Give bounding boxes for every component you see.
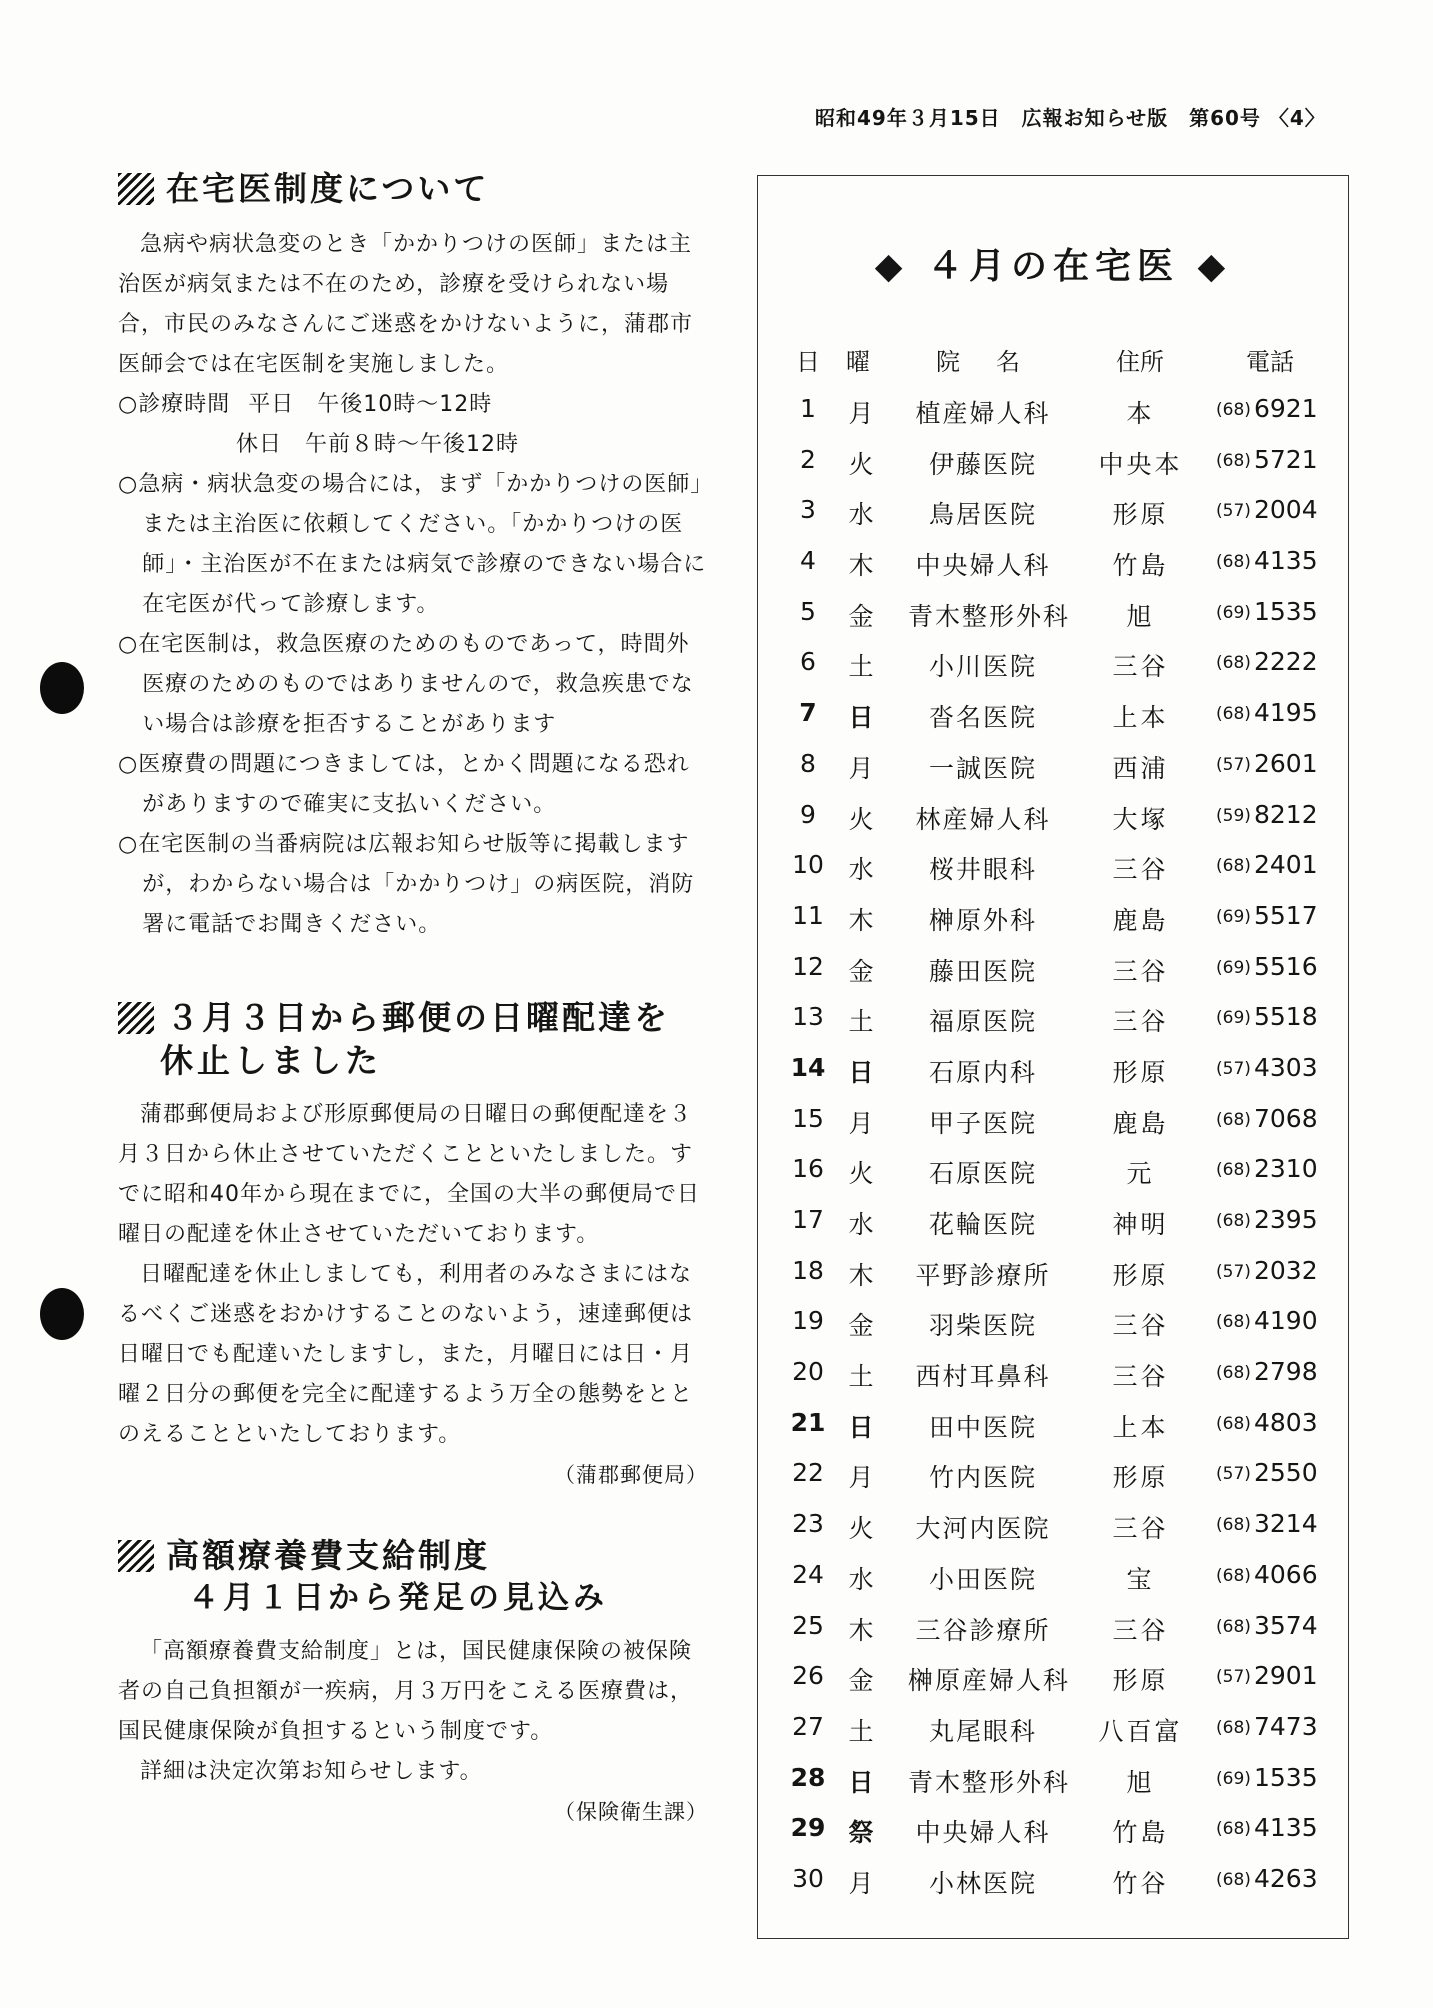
cell-phone-number: 8212 <box>1254 799 1318 829</box>
cell-weekday: 水 <box>848 1564 874 1594</box>
table-row <box>758 641 1348 692</box>
cell-area-code: (69) <box>1216 1008 1251 1029</box>
attribution: （保険衛生課） <box>554 1799 708 1824</box>
cell-weekday: 木 <box>848 905 874 935</box>
cell-phone-number: 3214 <box>1254 1509 1318 1539</box>
cell-clinic-name: 林産婦人科 <box>915 804 1051 834</box>
cell-address: 大塚 <box>1112 804 1169 834</box>
cell-address: 三谷 <box>1112 956 1169 986</box>
cell-clinic-name: 植産婦人科 <box>915 399 1051 428</box>
paragraph: 日曜配達を休止しましても，利用者のみなさまにはなるべくご迷惑をおかけすることのないよう，速達郵便は日曜日でも配達いたしますし，また，月曜日には日・月曜２日分の郵便を完全に配達するよう万全の態勢をととのえることといたしております。 <box>118 1261 694 1447</box>
section-title-text: 高額療養費支給制度 <box>166 1535 490 1575</box>
punch-hole-mark <box>40 662 84 714</box>
cell-clinic-name: 羽柴医院 <box>928 1311 1037 1341</box>
cell-weekday: 月 <box>848 1108 874 1138</box>
cell-area-code: (68) <box>1216 704 1251 725</box>
cell-phone-number: 4263 <box>1254 1863 1318 1893</box>
cell-clinic-name: 花輪医院 <box>928 1210 1037 1239</box>
cell-phone-number: 4066 <box>1254 1559 1318 1589</box>
cell-clinic-name: 桜井眼科 <box>928 855 1037 885</box>
cell-phone-number: 7068 <box>1254 1103 1318 1133</box>
table-row <box>758 1807 1348 1858</box>
cell-day: 4 <box>800 546 816 576</box>
cell-address: 三谷 <box>1112 1514 1169 1544</box>
cell-weekday: 月 <box>848 1463 874 1493</box>
table-row <box>758 1351 1348 1402</box>
cell-day: 21 <box>790 1407 826 1437</box>
hours-holiday: 休日 午前８時〜午後12時 <box>236 431 519 457</box>
cell-address: 三谷 <box>1112 1311 1169 1341</box>
cell-clinic-name: 小林医院 <box>928 1868 1037 1898</box>
cell-address: 宝 <box>1126 1564 1155 1594</box>
cell-address: 形原 <box>1112 1666 1169 1696</box>
cell-day: 22 <box>792 1458 824 1488</box>
list-item: ○在宅医制は，救急医療のためのものであって，時間外医療のためのものではありませんので，救急疾患でない場合は診療を拒否することがあります <box>118 631 694 737</box>
cell-phone-number: 1535 <box>1254 1762 1318 1792</box>
cell-weekday: 日 <box>848 1057 874 1087</box>
table-row <box>758 1098 1348 1149</box>
col-phone: 電話 <box>1246 348 1294 376</box>
cell-phone-number: 2798 <box>1254 1357 1318 1387</box>
cell-area-code: (68) <box>1216 1312 1251 1333</box>
cell-weekday: 水 <box>848 500 874 530</box>
cell-day: 27 <box>792 1711 824 1741</box>
cell-address: 形原 <box>1112 1260 1169 1290</box>
cell-weekday: 火 <box>848 804 874 834</box>
cell-area-code: (57) <box>1216 1464 1251 1485</box>
cell-day: 16 <box>792 1154 824 1184</box>
cell-area-code: (68) <box>1216 552 1251 573</box>
cell-day: 10 <box>792 850 824 880</box>
cell-clinic-name: 青木整形外科 <box>908 1767 1071 1797</box>
cell-weekday: 火 <box>848 1159 874 1189</box>
cell-phone-number: 5518 <box>1254 1002 1318 1032</box>
cell-clinic-name: 石原医院 <box>928 1159 1037 1189</box>
cell-day: 13 <box>792 1002 824 1032</box>
cell-area-code: (68) <box>1216 450 1251 471</box>
doctor-schedule-box <box>757 175 1349 1939</box>
cell-weekday: 火 <box>848 449 874 479</box>
cell-phone-number: 3574 <box>1254 1610 1318 1640</box>
cell-day: 19 <box>792 1306 824 1336</box>
cell-weekday: 金 <box>848 601 874 631</box>
cell-weekday: 水 <box>848 855 874 885</box>
table-row <box>758 1858 1348 1909</box>
cell-weekday: 月 <box>848 399 874 428</box>
cell-phone-number: 4303 <box>1254 1052 1318 1082</box>
cell-address: 旭 <box>1126 601 1155 631</box>
cell-address: 形原 <box>1112 1057 1169 1087</box>
schedule-title: ◆ ４月の在宅医 ◆ <box>874 246 1232 287</box>
cell-weekday: 金 <box>848 956 874 986</box>
cell-area-code: (68) <box>1216 1565 1251 1586</box>
cell-address: 鹿島 <box>1112 1108 1169 1138</box>
cell-address: 八百富 <box>1098 1716 1183 1746</box>
hours-label: ○診療時間 <box>118 391 231 417</box>
table-row <box>758 996 1348 1047</box>
cell-area-code: (69) <box>1216 1768 1251 1789</box>
cell-area-code: (68) <box>1216 856 1251 877</box>
cell-day: 30 <box>792 1863 824 1893</box>
table-row <box>758 1300 1348 1351</box>
section-title-text: ３月３日から郵便の日曜配達を <box>166 997 670 1037</box>
cell-day: 29 <box>790 1813 826 1843</box>
cell-address: 神明 <box>1112 1210 1169 1239</box>
cell-day: 9 <box>800 799 816 829</box>
cell-area-code: (68) <box>1216 1160 1251 1181</box>
cell-address: 竹島 <box>1112 1818 1169 1848</box>
section-medical-cost <box>118 1535 708 1832</box>
hatch-marker-icon <box>118 173 154 205</box>
table-row <box>758 1148 1348 1199</box>
cell-area-code: (57) <box>1216 1058 1251 1079</box>
cell-day: 15 <box>792 1103 824 1133</box>
cell-area-code: (68) <box>1216 1869 1251 1890</box>
cell-day: 1 <box>800 394 816 423</box>
table-row <box>758 743 1348 794</box>
cell-address: 本 <box>1126 399 1155 428</box>
cell-area-code: (69) <box>1216 906 1251 927</box>
cell-day: 17 <box>792 1205 824 1234</box>
cell-clinic-name: 三谷診療所 <box>915 1615 1051 1645</box>
cell-area-code: (68) <box>1216 1211 1251 1231</box>
cell-day: 28 <box>790 1762 826 1792</box>
cell-weekday: 月 <box>848 753 874 783</box>
cell-area-code: (68) <box>1216 1717 1251 1738</box>
table-row <box>758 1199 1348 1250</box>
cell-phone-number: 2395 <box>1254 1205 1318 1234</box>
cell-clinic-name: 西村耳鼻科 <box>915 1362 1051 1392</box>
section-subtitle: ４月１日から発足の見込み <box>188 1579 608 1616</box>
cell-phone-number: 2401 <box>1254 850 1318 880</box>
section-title <box>118 1535 708 1578</box>
table-row <box>758 1655 1348 1706</box>
cell-weekday: 金 <box>848 1311 874 1341</box>
cell-clinic-name: 福原医院 <box>928 1007 1037 1037</box>
cell-clinic-name: 小田医院 <box>928 1564 1037 1594</box>
cell-day: 11 <box>792 900 824 930</box>
cell-day: 25 <box>792 1610 824 1640</box>
table-row <box>758 1605 1348 1656</box>
cell-clinic-name: 伊藤医院 <box>928 449 1037 479</box>
cell-clinic-name: 小川医院 <box>928 652 1037 682</box>
cell-clinic-name: 一誠医院 <box>928 753 1037 783</box>
cell-weekday: 木 <box>848 1260 874 1290</box>
cell-address: 旭 <box>1126 1767 1155 1797</box>
cell-phone-number: 7473 <box>1254 1711 1318 1741</box>
cell-day: 7 <box>799 698 817 728</box>
table-row <box>758 489 1348 540</box>
section-title <box>118 997 708 1040</box>
cell-day: 5 <box>800 596 816 626</box>
intro-paragraph: 急病や病状急変のとき「かかりつけの医師」または主治医が病気または不在のため，診療を受けられない場合，市民のみなさんにご迷惑をかけないように，蒲郡市医師会では在宅医制を実施しました。 <box>118 231 694 377</box>
cell-weekday: 木 <box>848 1615 874 1645</box>
cell-weekday: 土 <box>848 652 874 682</box>
cell-area-code: (59) <box>1216 805 1251 826</box>
table-row <box>758 844 1348 895</box>
cell-phone-number: 4135 <box>1254 546 1318 576</box>
cell-address: 上本 <box>1112 1412 1169 1442</box>
list-item: ○急病・病状急変の場合には，まず「かかりつけの医師」または主治医に依頼してください。「かかりつけの医師」・主治医が不在または病気で診療のできない場合に在宅医が代って診療します。 <box>118 471 707 617</box>
cell-address: 鹿島 <box>1112 905 1169 935</box>
cell-phone-number: 5516 <box>1254 951 1318 981</box>
table-row <box>758 1757 1348 1808</box>
cell-phone-number: 4803 <box>1254 1407 1318 1437</box>
table-row <box>758 1503 1348 1554</box>
cell-area-code: (69) <box>1216 957 1251 978</box>
left-column <box>118 168 708 1832</box>
cell-day: 20 <box>792 1357 824 1387</box>
cell-day: 23 <box>792 1509 824 1539</box>
paragraph: 蒲郡郵便局および形原郵便局の日曜日の郵便配達を３月３日から休止させていただくことといたしました。すでに昭和40年から現在までに，全国の大半の郵便局で日曜日の配達を休止させていただいております。 <box>118 1101 700 1247</box>
cell-phone-number: 6921 <box>1254 394 1318 423</box>
cell-address: 三谷 <box>1112 1007 1169 1037</box>
paragraph: 詳細は決定次第お知らせします。 <box>140 1758 483 1784</box>
cell-phone-number: 5721 <box>1254 444 1318 474</box>
hours-block <box>118 385 708 465</box>
cell-area-code: (57) <box>1216 501 1251 522</box>
col-weekday: 曜 <box>846 348 870 376</box>
col-name: 院 名 <box>936 348 1026 376</box>
cell-area-code: (68) <box>1216 1363 1251 1384</box>
hatch-marker-icon <box>118 1002 154 1034</box>
cell-weekday: 日 <box>848 703 874 733</box>
cell-address: 竹谷 <box>1112 1868 1169 1898</box>
cell-day: 8 <box>800 748 816 778</box>
hatch-marker-icon <box>118 1540 154 1572</box>
cell-day: 26 <box>792 1661 824 1691</box>
table-row <box>758 540 1348 591</box>
cell-area-code: (68) <box>1216 1109 1251 1130</box>
cell-weekday: 金 <box>848 1666 874 1696</box>
cell-address: 三谷 <box>1112 1362 1169 1392</box>
table-row <box>758 1402 1348 1453</box>
table-row <box>758 1706 1348 1757</box>
cell-clinic-name: 榊原産婦人科 <box>908 1666 1071 1696</box>
cell-clinic-name: 青木整形外科 <box>908 601 1071 631</box>
table-row <box>758 439 1348 490</box>
cell-phone-number: 5517 <box>1254 900 1318 930</box>
cell-clinic-name: 平野診療所 <box>915 1260 1051 1290</box>
page-header: 昭和49年３月15日 広報お知らせ版 第60号 〈4〉 <box>815 106 1326 130</box>
table-row <box>758 1047 1348 1098</box>
table-row <box>758 692 1348 743</box>
punch-hole-mark <box>40 1288 84 1340</box>
cell-clinic-name: 丸尾眼科 <box>928 1716 1037 1746</box>
table-row <box>758 946 1348 997</box>
cell-clinic-name: 中央婦人科 <box>915 551 1051 581</box>
cell-address: 形原 <box>1112 500 1169 530</box>
cell-phone-number: 2032 <box>1254 1255 1318 1285</box>
cell-day: 6 <box>800 647 816 677</box>
table-row <box>758 794 1348 845</box>
cell-address: 三谷 <box>1112 652 1169 682</box>
cell-address: 竹島 <box>1112 551 1169 581</box>
cell-weekday: 月 <box>848 1868 874 1898</box>
cell-day: 18 <box>792 1255 824 1285</box>
cell-clinic-name: 中央婦人科 <box>915 1818 1051 1848</box>
cell-weekday: 水 <box>848 1210 874 1239</box>
cell-day: 3 <box>800 495 816 525</box>
section-postal <box>118 997 708 1495</box>
cell-area-code: (57) <box>1216 1261 1251 1282</box>
cell-area-code: (68) <box>1216 1616 1251 1637</box>
cell-phone-number: 2901 <box>1254 1661 1318 1691</box>
cell-phone-number: 2004 <box>1254 495 1318 525</box>
cell-clinic-name: 田中医院 <box>928 1412 1037 1442</box>
cell-clinic-name: 榊原外科 <box>928 905 1037 935</box>
cell-area-code: (57) <box>1216 1667 1251 1688</box>
section-title <box>118 168 708 211</box>
cell-weekday: 土 <box>848 1007 874 1037</box>
cell-phone-number: 2601 <box>1254 748 1318 778</box>
cell-phone-number: 1535 <box>1254 596 1318 626</box>
schedule-rows <box>758 388 1348 1909</box>
cell-area-code: (68) <box>1216 1413 1251 1434</box>
cell-weekday: 土 <box>848 1716 874 1746</box>
cell-address: 三谷 <box>1112 1615 1169 1645</box>
cell-clinic-name: 藤田医院 <box>928 956 1037 986</box>
table-row <box>758 1452 1348 1503</box>
schedule-header <box>758 342 1348 382</box>
cell-weekday: 木 <box>848 551 874 581</box>
attribution: （蒲郡郵便局） <box>554 1462 708 1487</box>
cell-clinic-name: 甲子医院 <box>928 1108 1037 1138</box>
cell-clinic-name: 沓名医院 <box>928 703 1037 733</box>
col-address: 住所 <box>1116 348 1164 376</box>
cell-address: 中央本 <box>1098 449 1183 479</box>
section-subtitle: 休止しました <box>160 1040 382 1080</box>
cell-phone-number: 4135 <box>1254 1813 1318 1843</box>
cell-area-code: (68) <box>1216 400 1251 420</box>
cell-phone-number: 2310 <box>1254 1154 1318 1184</box>
table-row <box>758 388 1348 439</box>
table-row <box>758 591 1348 642</box>
cell-phone-number: 2222 <box>1254 647 1318 677</box>
cell-address: 上本 <box>1112 703 1169 733</box>
cell-address: 元 <box>1126 1159 1155 1189</box>
table-row <box>758 1250 1348 1301</box>
cell-weekday: 日 <box>848 1767 874 1797</box>
cell-clinic-name: 石原内科 <box>928 1057 1037 1087</box>
cell-day: 12 <box>792 951 824 981</box>
cell-address: 形原 <box>1112 1463 1169 1493</box>
cell-day: 24 <box>792 1559 824 1589</box>
hours-weekday: 平日 午後10時〜12時 <box>248 391 493 417</box>
table-row <box>758 895 1348 946</box>
cell-address: 三谷 <box>1112 855 1169 885</box>
cell-weekday: 火 <box>848 1514 874 1544</box>
list-item: ○在宅医制の当番病院は広報お知らせ版等に掲載しますが，わからない場合は「かかりつけ」の病医院，消防署に電話でお聞きください。 <box>118 831 695 937</box>
cell-area-code: (69) <box>1216 602 1251 623</box>
cell-area-code: (57) <box>1216 754 1251 775</box>
cell-area-code: (68) <box>1216 1515 1251 1536</box>
cell-weekday: 土 <box>848 1362 874 1392</box>
cell-phone-number: 2550 <box>1254 1458 1318 1488</box>
cell-phone-number: 4195 <box>1254 698 1318 728</box>
table-row <box>758 1554 1348 1605</box>
col-day: 日 <box>796 348 820 376</box>
cell-clinic-name: 大河内医院 <box>915 1514 1051 1544</box>
section-title-text: 在宅医制度について <box>166 169 490 208</box>
cell-day: 2 <box>800 444 816 474</box>
cell-phone-number: 4190 <box>1254 1306 1318 1336</box>
cell-weekday: 祭 <box>848 1818 874 1848</box>
list-item: ○医療費の問題につきましては，とかく問題になる恐れがありますので確実に支払いください。 <box>118 751 690 817</box>
paragraph: 「高額療養費支給制度」とは，国民健康保険の被保険者の自己負担額が一疾病，月３万円をこえる医療費は，国民健康保険が負担するという制度です。 <box>118 1638 694 1744</box>
cell-area-code: (68) <box>1216 1819 1251 1840</box>
cell-clinic-name: 鳥居医院 <box>928 500 1037 530</box>
section-home-doctor <box>118 168 708 945</box>
cell-clinic-name: 竹内医院 <box>928 1463 1037 1493</box>
cell-weekday: 日 <box>848 1412 874 1442</box>
cell-day: 14 <box>790 1052 826 1082</box>
cell-address: 西浦 <box>1112 753 1169 783</box>
cell-area-code: (68) <box>1216 653 1251 674</box>
